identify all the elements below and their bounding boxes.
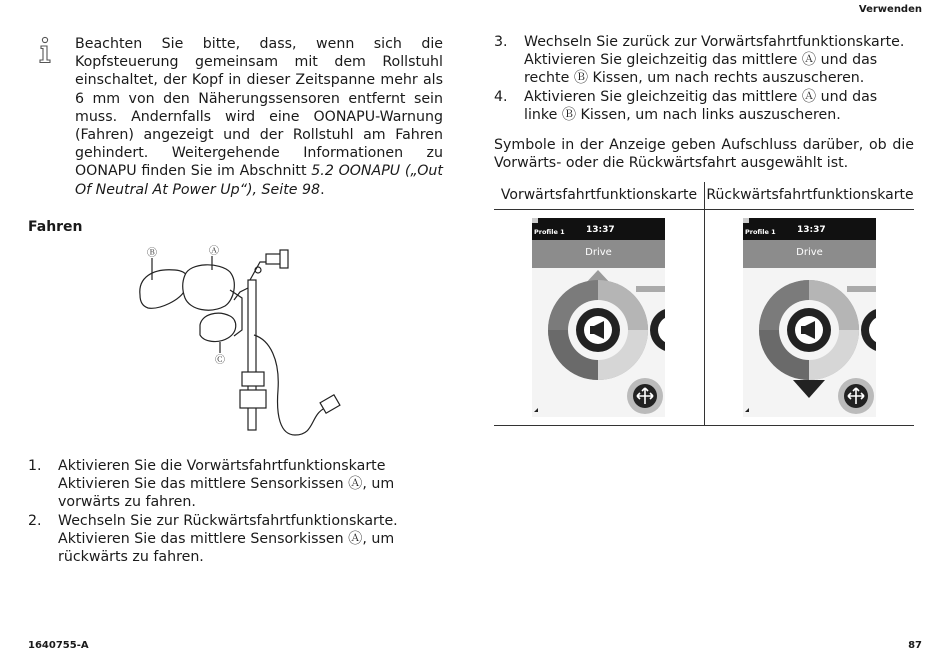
- note-reference: 5.2 OONAPU („Out Of Neutral At Power Up“), Seite 98: [75, 163, 443, 198]
- reverse-drive-screen: [743, 218, 876, 417]
- mode-label: Drive: [585, 247, 612, 258]
- list-item: [494, 33, 914, 88]
- function-card-table: [494, 182, 914, 426]
- note-body: Beachten Sie bitte, dass, wenn sich die Kopfsteuerung gemeinsam mit dem Rollstuhl einschaltet, der Kopf in dieser Zeitspanne mehr als 6 mm von den Näherungssensoren entfernt sein muss. Andernfalls wird eine OONAPU-Warnung (Fahren) angezeigt und der Rollstuhl am Fahren gehindert. Weitergehende Informationen zu OONAPU finden Sie im Abschnitt: [75, 36, 443, 180]
- profile-label: Profile 1: [745, 228, 776, 236]
- note-end: .: [320, 181, 325, 198]
- label-a: Ⓐ: [209, 246, 219, 257]
- table-divider: [704, 182, 705, 426]
- mode-label: Drive: [796, 247, 823, 258]
- symbols-paragraph: Symbole in der Anzeige geben Aufschluss darüber, ob die Vorwärts- oder die Rückwärtsfahrt ausgewählt ist.: [494, 137, 914, 172]
- section-header: Verwenden: [858, 4, 922, 15]
- step-text: Aktivieren Sie die Vorwärtsfahrtfunktionskarte Aktivieren Sie das mittlere Sensorkissen Ⓐ, um vorwärts zu fahren.: [58, 458, 395, 511]
- profile-label: Profile 1: [534, 228, 565, 236]
- step-text: Aktivieren Sie gleichzeitig das mittlere Ⓐ und das linke Ⓑ Kissen, um nach links auszuscheren.: [524, 88, 878, 123]
- head-control-illustration: [130, 240, 370, 450]
- step-number: 2.: [28, 512, 42, 529]
- label-b: Ⓑ: [147, 248, 157, 259]
- column-header-forward: Vorwärtsfahrtfunktionskarte: [500, 187, 698, 203]
- step-text: Wechseln Sie zurück zur Vorwärtsfahrtfunktionskarte. Aktivieren Sie gleichzeitig das mittlere Ⓐ und das rechte Ⓑ Kissen, um nach rechts auszuscheren.: [524, 34, 905, 87]
- doc-number: 1640755-A: [28, 640, 89, 651]
- label-c: Ⓒ: [215, 355, 225, 366]
- time-display: 13:37: [586, 225, 615, 235]
- forward-drive-screen: [532, 218, 665, 417]
- list-item: [28, 512, 448, 567]
- info-icon: [36, 36, 54, 64]
- steps-list-right: [494, 33, 914, 124]
- reverse-arrow-icon: [793, 380, 825, 398]
- steps-list-left: [28, 457, 448, 566]
- list-item: [28, 457, 448, 512]
- step-text: Wechseln Sie zur Rückwärtsfahrtfunktionskarte. Aktivieren Sie das mittlere Sensorkissen Ⓐ, um rückwärts zu fahren.: [58, 512, 398, 566]
- step-number: 3.: [494, 34, 508, 50]
- table-rule: [494, 425, 914, 426]
- note-text: [75, 35, 443, 199]
- step-number: 4.: [494, 88, 508, 105]
- list-item: [494, 88, 914, 124]
- page-number: 87: [908, 640, 922, 651]
- step-number: 1.: [28, 458, 42, 474]
- section-title: Fahren: [28, 219, 83, 235]
- column-header-reverse: Rückwärtsfahrtfunktionskarte: [706, 187, 914, 203]
- time-display: 13:37: [797, 225, 826, 235]
